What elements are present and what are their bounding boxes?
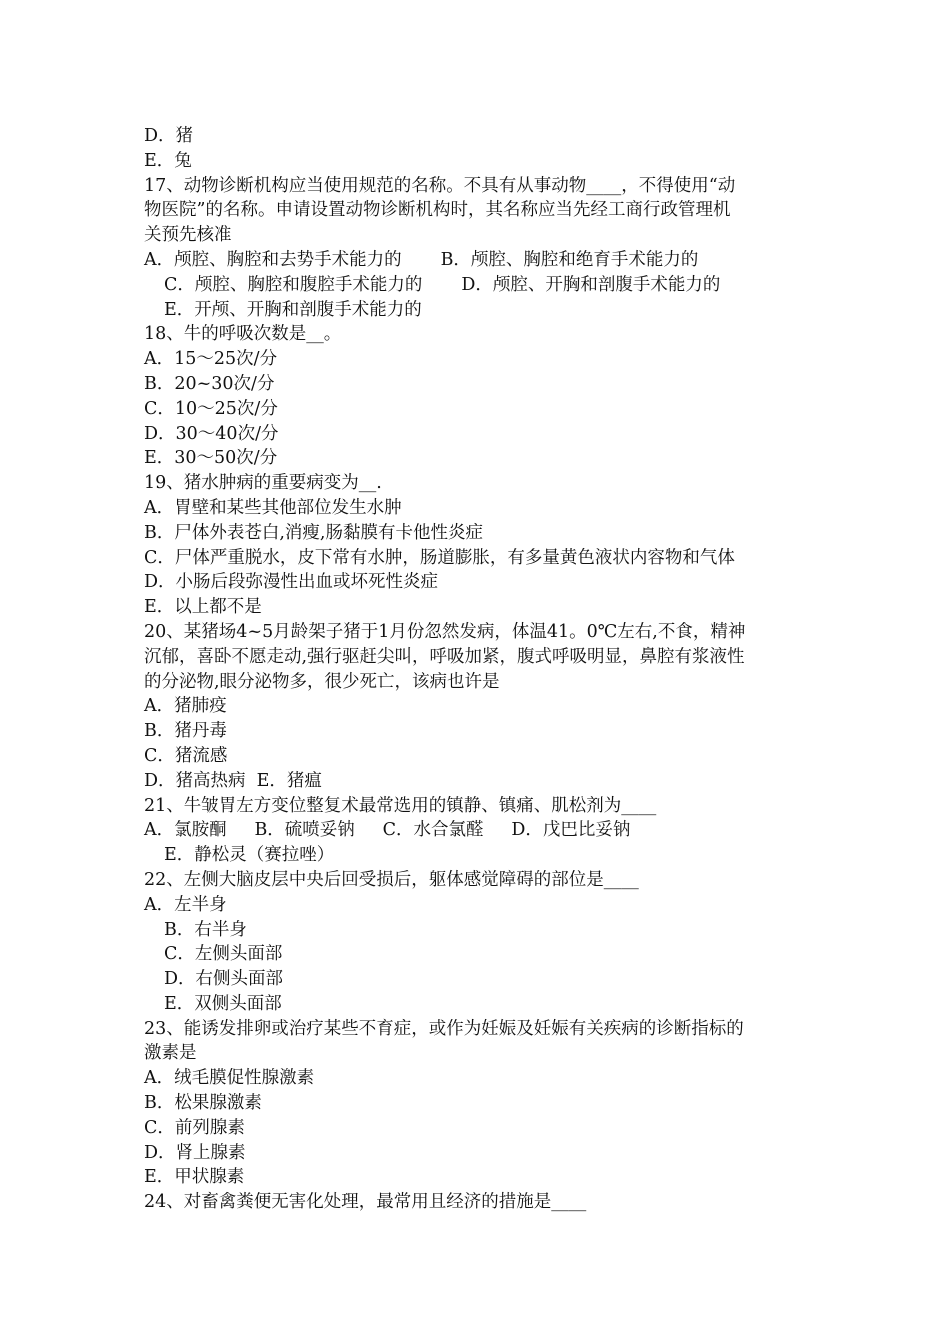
text-line: E．甲状腺素 — [144, 1167, 245, 1188]
text-line: E．以上都不是 — [144, 597, 262, 618]
text-line: B．松果腺激素 — [144, 1093, 262, 1114]
text-line: 激素是 — [144, 1043, 197, 1064]
text-line: C．前列腺素 — [144, 1117, 245, 1138]
text-line: 19、猪水肿病的重要病变为__. — [144, 473, 382, 494]
text-line: C．10～25次/分 — [144, 398, 278, 419]
text-line: D．右侧头面部 — [164, 969, 284, 990]
text-line: A．15～25次/分 — [144, 349, 278, 370]
text-line: 的分泌物,眼分泌物多，很少死亡，该病也许是 — [144, 671, 500, 692]
text-line: C．颅腔、胸腔和腹腔手术能力的 D．颅腔、开胸和剖腹手术能力的 — [164, 274, 721, 295]
text-line: 23、能诱发排卵或治疗某些不育症，或作为妊娠及妊娠有关疾病的诊断指标的 — [144, 1018, 744, 1039]
text-line: 22、左侧大脑皮层中央后回受损后，躯体感觉障碍的部位是____ — [144, 869, 639, 890]
text-line: E．兔 — [144, 150, 192, 171]
text-line: 24、对畜禽粪便无害化处理，最常用且经济的措施是____ — [144, 1192, 587, 1213]
text-line: A．猪肺疫 — [144, 696, 227, 717]
text-line: A．左半身 — [144, 894, 227, 915]
text-line: A．氯胺酮 B．硫喷妥钠 C．水合氯醛 D．戊巴比妥钠 — [144, 820, 631, 841]
text-line: C．尸体严重脱水，皮下常有水肿，肠道膨胀，有多量黄色液状内容物和气体 — [144, 547, 735, 568]
text-line: 沉郁，喜卧不愿走动,强行驱赶尖叫，呼吸加紧，腹式呼吸明显，鼻腔有浆液性 — [144, 646, 745, 667]
text-line: B．右半身 — [164, 919, 247, 940]
text-line: A．绒毛膜促性腺激素 — [144, 1068, 315, 1089]
text-line: D．猪高热病 E．猪瘟 — [144, 770, 322, 791]
text-line: D．肾上腺素 — [144, 1142, 246, 1163]
text-line: 物医院”的名称。申请设置动物诊断机构时，其名称应当先经工商行政管理机 — [144, 200, 731, 221]
text-line: C．猪流感 — [144, 745, 228, 766]
text-line: D．30～40次/分 — [144, 423, 279, 444]
text-line: D．猪 — [144, 126, 194, 146]
text-line: C．左侧头面部 — [164, 944, 283, 965]
text-line: E．静松灵（赛拉唑） — [164, 845, 335, 866]
text-line: 18、牛的呼吸次数是__。 — [144, 324, 342, 345]
text-line: A．颅腔、胸腔和去势手术能力的 B．颅腔、胸腔和绝育手术能力的 — [144, 249, 699, 270]
text-line: E．30～50次/分 — [144, 448, 278, 469]
text-line: 17、动物诊断机构应当使用规范的名称。不具有从事动物____，不得使用“动 — [144, 175, 736, 196]
text-line: 关预先核准 — [144, 225, 232, 246]
text-line: A．胃壁和某些其他部位发生水肿 — [144, 497, 402, 518]
document-body — [144, 124, 814, 1215]
text-line: E．开颅、开胸和剖腹手术能力的 — [164, 299, 422, 320]
text-line: B．20~30次/分 — [144, 373, 275, 394]
text-line: D．小肠后段弥漫性出血或坏死性炎症 — [144, 572, 439, 593]
text-line: E．双侧头面部 — [164, 993, 282, 1014]
text-line: B．尸体外表苍白,消瘦,肠黏膜有卡他性炎症 — [144, 522, 483, 543]
text-line: 20、某猪场4~5月龄架子猪于1月份忽然发病，体温41。0℃左右,不食，精神 — [144, 621, 746, 642]
text-line: B．猪丹毒 — [144, 721, 227, 742]
text-line: 21、牛皱胃左方变位整复术最常选用的镇静、镇痛、肌松剂为____ — [144, 795, 657, 816]
